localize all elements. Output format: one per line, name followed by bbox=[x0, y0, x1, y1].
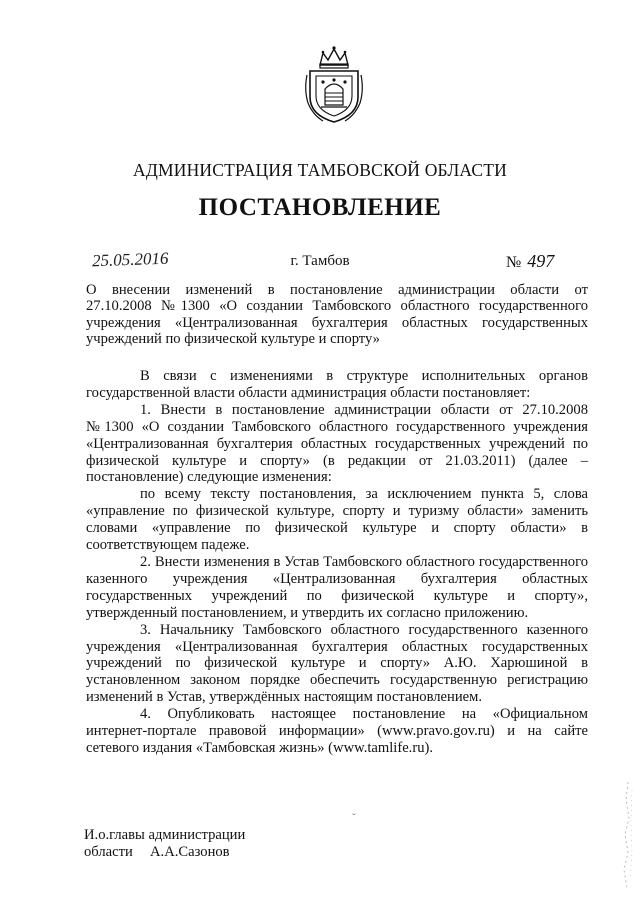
document-body bbox=[86, 368, 588, 757]
signer-position-cont: области bbox=[84, 844, 133, 860]
document-city: г. Тамбов bbox=[290, 253, 350, 269]
scan-edge-marks bbox=[614, 780, 634, 890]
clause-4-paragraph: 4. Опубликовать настоящее постановление на «Официальном интернет-портале правовой информации» (www.pravo.gov.ru) и на сайте сетевого издания «Тамбовская жизнь» (www.tamlife.ru). bbox=[86, 706, 588, 756]
preamble-paragraph: В связи с изменениями в структуре исполнительных органов государственной власти области администрация области постановляет: bbox=[86, 368, 588, 401]
clause-1-change-paragraph: по всему тексту постановления, за исключением пункта 5, слова «управление по физической культуре, спорту и туризму области» заменить словами «управление по физической культуре и спорту области» в соответствующем падеже. bbox=[86, 486, 588, 554]
number-sign: № bbox=[506, 254, 522, 271]
document-type-title: ПОСТАНОВЛЕНИЕ bbox=[198, 194, 442, 221]
document-subject bbox=[86, 282, 588, 347]
document-date: 25.05.2016 bbox=[91, 248, 169, 271]
subject-line: О внесении изменений в постановление администрации области от bbox=[86, 282, 588, 298]
subject-line: учреждения «Централизованная бухгалтерия областных государственных bbox=[86, 314, 588, 331]
document-number bbox=[506, 251, 554, 272]
signer-position: И.о.главы администрации bbox=[84, 827, 246, 843]
signer-name: А.А.Сазонов bbox=[150, 844, 230, 860]
signature-block bbox=[84, 827, 245, 861]
subject-line: 27.10.2008 №1300 «О создании Тамбовского областного государственного bbox=[86, 298, 588, 315]
scan-mark: ˇ bbox=[352, 812, 356, 824]
coat-of-arms-emblem bbox=[303, 45, 365, 125]
document-meta-line bbox=[0, 250, 640, 274]
clause-3-paragraph: 3. Начальнику Тамбовского областного государственного казенного учреждения «Централизованная бухгалтерия областных государственных учреждений по физической культуре и спорту» А.Ю. Харюшиной в установленном законом порядке обеспечить государственную регистрацию изменений в Устав, утверждённых настоящим постановлением. bbox=[86, 621, 588, 706]
clause-2-paragraph: 2. Внести изменения в Устав Тамбовского областного государственного казенного учреждения «Централизованная бухгалтерия областных государственных учреждений по физической культуре и спорту», утвержденный постановлением, и утвердить их согласно приложению. bbox=[86, 553, 588, 621]
clause-1-paragraph: 1. Внести в постановление администрации области от 27.10.2008 №1300 «О создании Тамбовского областного государственного учреждения «Централизованная бухгалтерия областных государственных учреждений по физической культуре и спорту» (в редакции от 21.03.2011) (далее – постановление) следующие изменения: bbox=[86, 401, 588, 486]
subject-line: учреждений по физической культуре и спорту» bbox=[86, 330, 380, 347]
number-value: 497 bbox=[527, 251, 555, 271]
organization-name: АДМИНИСТРАЦИЯ ТАМБОВСКОЙ ОБЛАСТИ bbox=[133, 160, 507, 180]
